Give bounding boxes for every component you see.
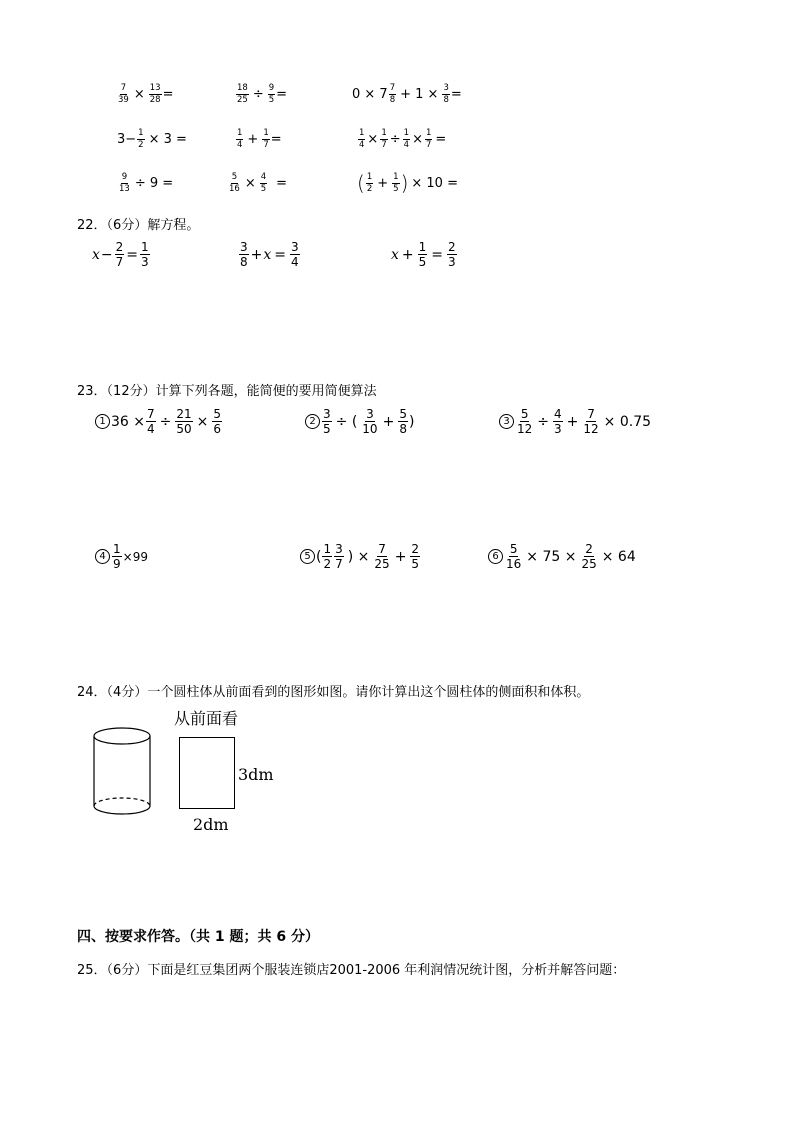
q25-title: 25．（6分）下面是红豆集团两个服装连锁店2001-2006 年利润情况统计图，分析并解答问题： [77, 963, 626, 978]
q21-expr-7: $\frac{9}{13}$ ÷ 9 = [119, 172, 174, 194]
circled-number: 3 [499, 414, 514, 429]
q22-equation-2: $\frac{3}{8}$ + x = $\frac{3}{4}$ [240, 240, 299, 269]
q21-expr-9: ( $\frac{1}{2}$ + $\frac{1}{5}$ ) × 10 = [357, 171, 458, 195]
q22-title: 22．（6分）解方程。 [77, 218, 200, 233]
circled-number: 4 [95, 549, 110, 564]
q23-problem-1: 1 36 × $\frac{7}{4}$ ÷ $\frac{21}{50}$ × $\frac{5}{6}$ [95, 408, 223, 435]
width-label: 2dm [193, 815, 229, 834]
circled-number: 6 [488, 549, 503, 564]
q23-title: 23．（12分）计算下列各题，能简便的要用简便算法 [77, 384, 377, 399]
q22-equation-1: x − $\frac{2}{7}$ = $\frac{1}{3}$ [92, 240, 149, 269]
cylinder-figure [88, 724, 158, 824]
q23-problem-5: 5 ( $\frac{1}{2}$ $\frac{3}{7}$ ) × $\frac{7}{25}$ + $\frac{2}{5}$ [300, 543, 421, 570]
height-label: 3dm [238, 765, 274, 784]
q23-problem-6: 6 $\frac{5}{16}$ × 75 × $\frac{2}{25}$ × 64 [488, 543, 639, 570]
q21-expr-8: $\frac{5}{16}$ × $\frac{4}{5}$ = [229, 172, 288, 194]
section-4-heading: 四、按要求作答。（共 1 题；共 6 分） [77, 929, 319, 945]
circled-number: 2 [305, 414, 320, 429]
q24-title: 24．（4分）一个圆柱体从前面看到的图形如图。请你计算出这个圆柱体的侧面积和体积。 [77, 685, 590, 700]
front-view-rectangle [179, 737, 235, 809]
q23-problem-2: 2 $\frac{3}{5}$ ÷ ( $\frac{3}{10}$ + $\frac{5}{8}$ ) [305, 408, 414, 435]
q23-problem-4: 4 $\frac{1}{9}$ ×99 [95, 543, 148, 570]
front-view-label: 从前面看 [174, 709, 239, 728]
circled-number: 5 [300, 549, 315, 564]
q21-expr-4: 3− $\frac{1}{2}$ × 3 = [117, 128, 187, 150]
circled-number: 1 [95, 414, 110, 429]
q23-problem-3: 3 $\frac{5}{12}$ ÷ $\frac{4}{3}$ + $\frac{7}{12}$ × 0.75 [499, 408, 654, 435]
q21-expr-1: $\frac{7}{39}$ × $\frac{13}{28}$ = [118, 83, 174, 105]
q21-expr-6: $\frac{1}{4}$ × $\frac{1}{7}$ ÷ $\frac{1}{4}$ × $\frac{1}{7}$ = [359, 128, 447, 150]
q21-expr-2: $\frac{18}{25}$ ÷ $\frac{9}{5}$ = [237, 83, 288, 105]
q22-equation-3: x + $\frac{1}{5}$ = $\frac{2}{3}$ [391, 240, 456, 269]
q21-expr-5: $\frac{1}{4}$ + $\frac{1}{7}$ = [237, 128, 282, 150]
q21-expr-3: 0 × 7 $\frac{7}{8}$ + 1 × $\frac{3}{8}$ = [352, 83, 462, 105]
